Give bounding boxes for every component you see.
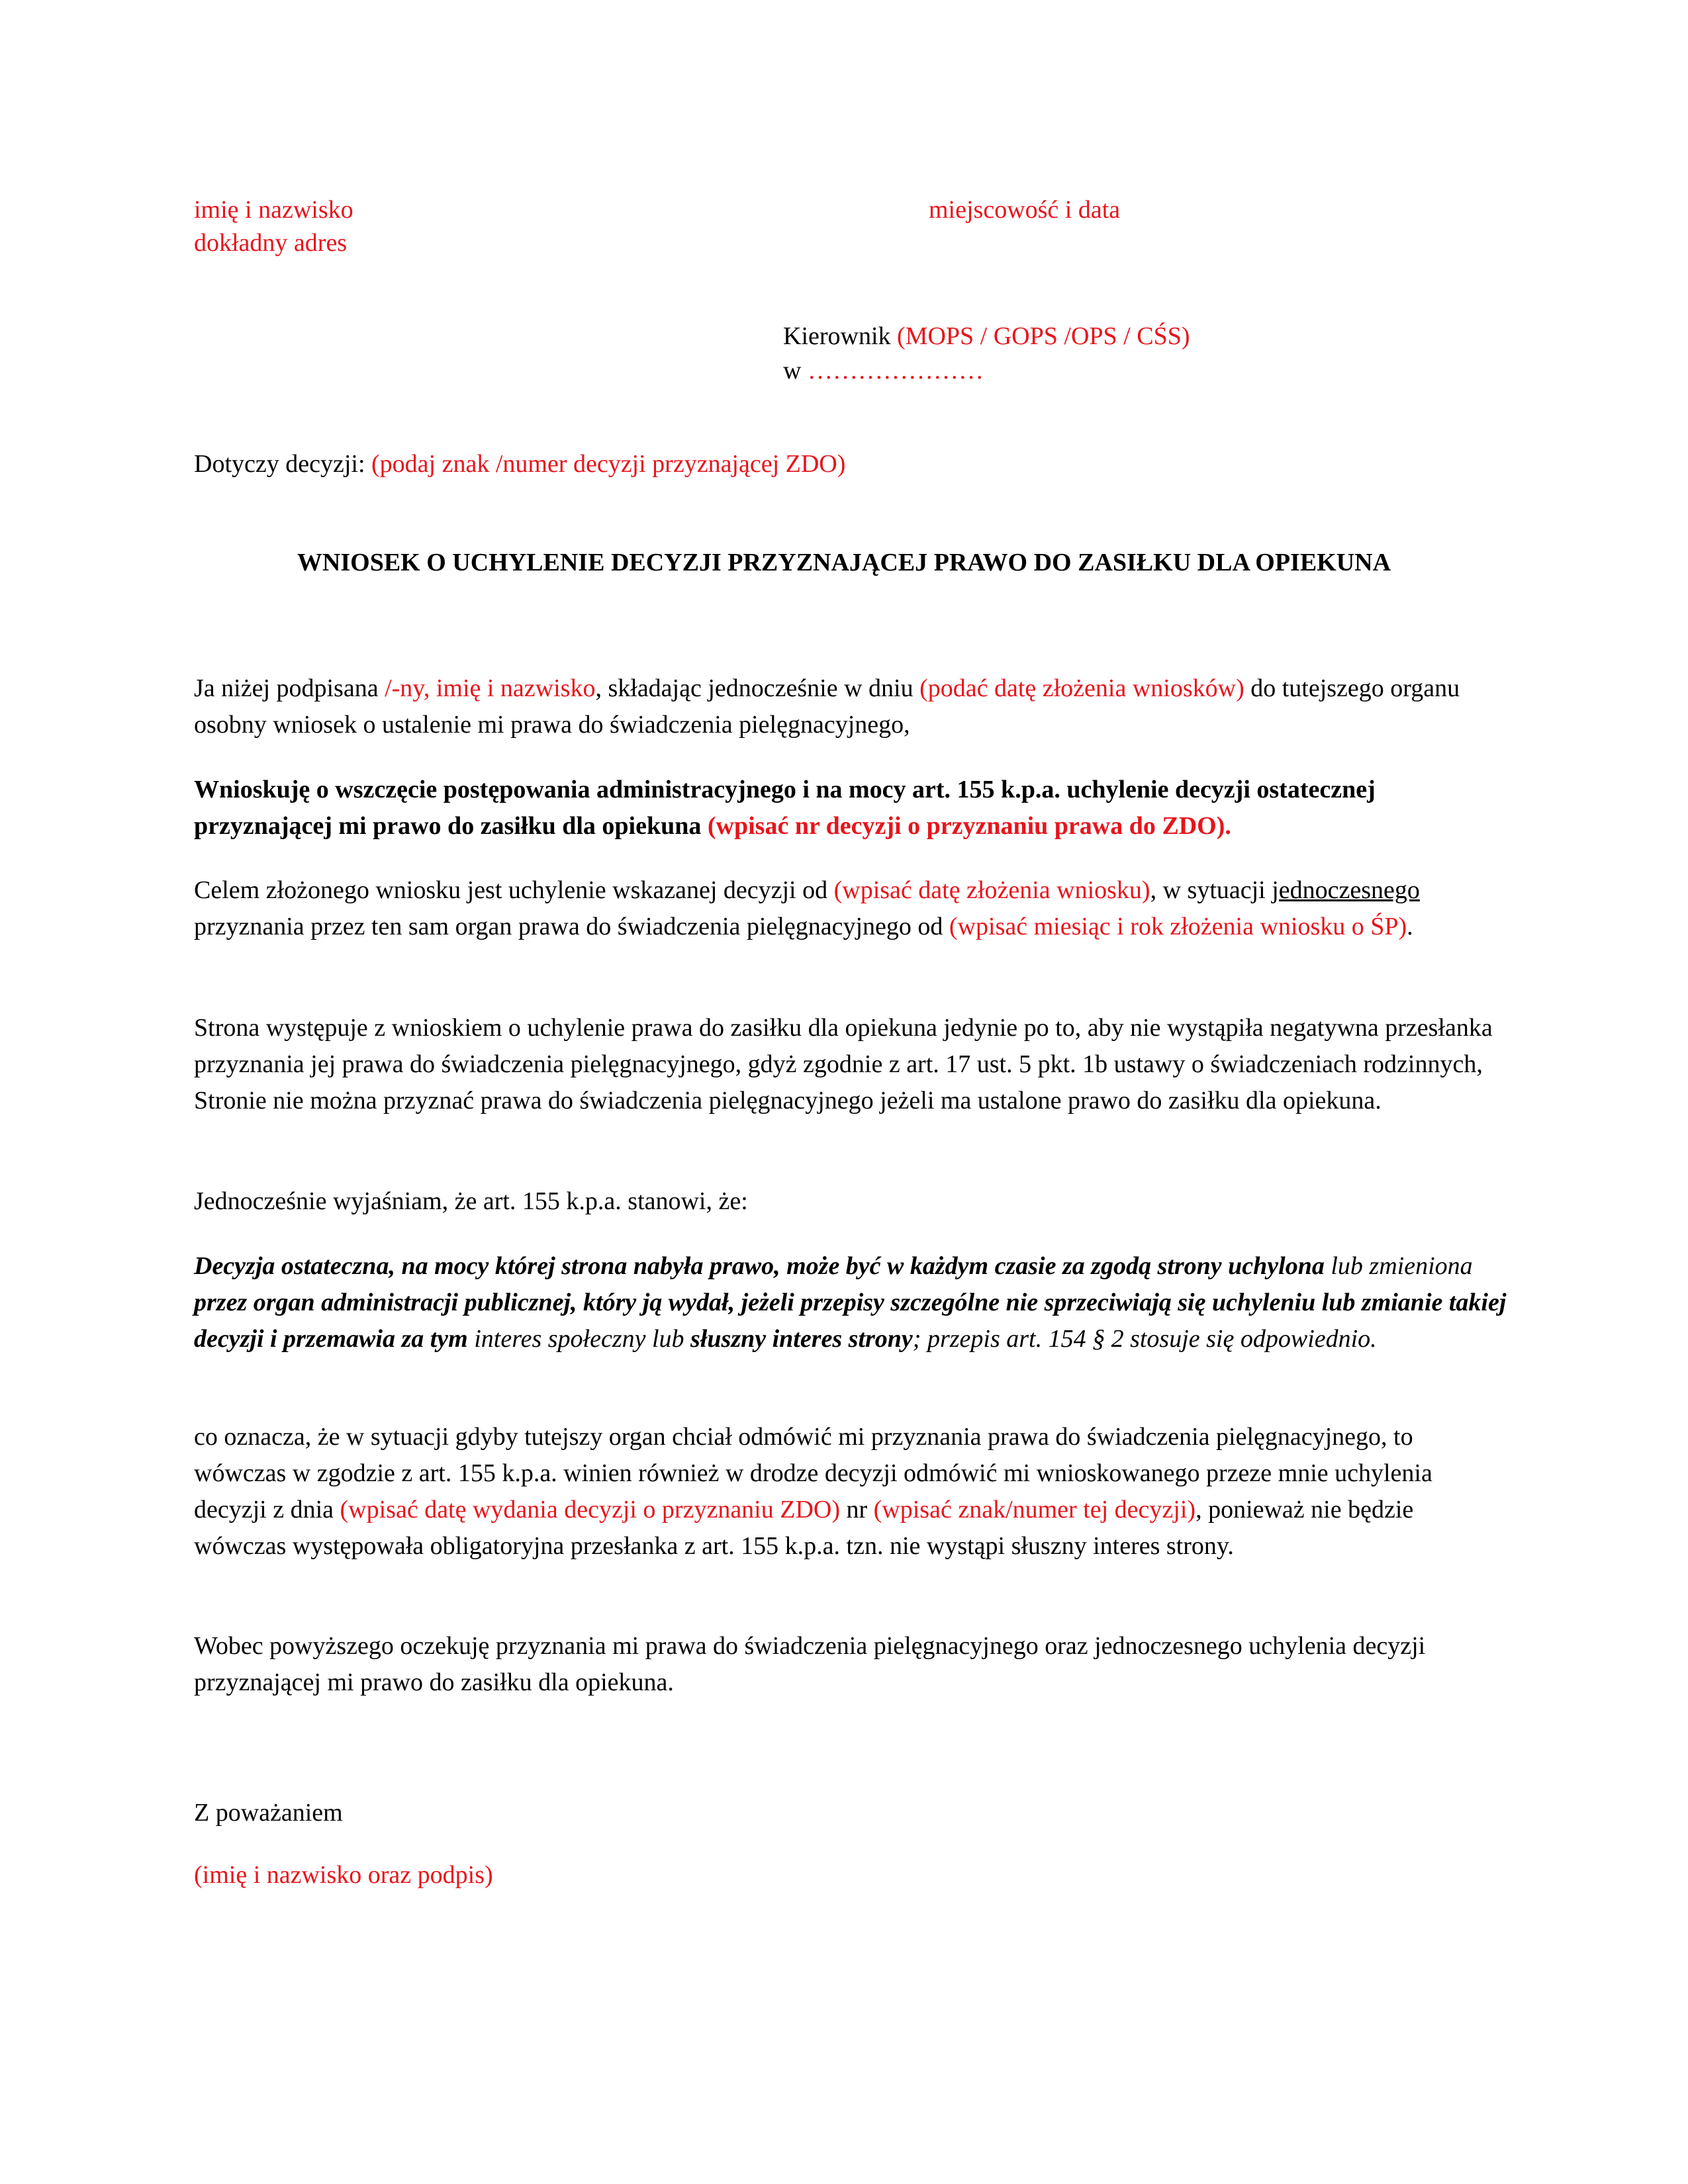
sender-address-placeholder: dokładny adres [194, 229, 348, 257]
document-title: WNIOSEK O UCHYLENIE DECYZJI PRZYZNAJĄCEJ PRAWO DO ZASIŁKU DLA OPIEKUNA [297, 549, 1391, 576]
legal-quote [194, 1248, 1511, 1357]
paragraph-explanation: Jednocześnie wyjaśniam, że art. 155 k.p.a. stanowi, że: [194, 1187, 748, 1215]
paragraph-reason: Strona występuje z wnioskiem o uchylenie prawa do zasiłku dla opiekuna jedynie po to, aby nie wystąpiła negatywna przesłanka przyznania jej prawa do świadczenia pielęgnacyjnego, gdyż zgodnie z art. 17 ust. 5 pkt. 1b ustawy o świadczeniach rodzinnych, Stronie nie można przyznać prawa do świadczenia pielęgnacyjnego jeżeli ma ustalone prawo do zasiłku dla opiekuna. [194, 1014, 1493, 1115]
para6-text-2: nr [840, 1496, 874, 1524]
addressee-city-placeholder: ………………… [807, 357, 984, 385]
para1-date-placeholder: (podać datę złożenia wniosków) [919, 674, 1244, 702]
para1-text-2: , składając jednocześnie w dniu [595, 674, 920, 702]
para1-text-1: Ja niżej podpisana [194, 674, 385, 702]
para1-text-3: do tutejszego organu osobny wniosek o ustalenie mi prawa do świadczenia pielęgnacyjnego, [194, 674, 1460, 739]
quote-italic-3: ; przepis art. 154 § 2 stosuje się odpowiednio. [912, 1325, 1377, 1353]
subject-label: Dotyczy decyzji: [194, 450, 372, 478]
paragraph-consequence [194, 1419, 1511, 1565]
subject-line [194, 446, 845, 482]
para2-text: Wnioskuję o wszczęcie postępowania administracyjnego i na mocy art. 155 k.p.a. uchylenie decyzji ostatecznej przyznającej mi prawo do zasiłku dla opiekuna [194, 776, 1376, 840]
place-date-placeholder: miejscowość i data [929, 196, 1121, 224]
para3-underlined-word: jednoczesnego [1272, 876, 1420, 904]
paragraph-conclusion: Wobec powyższego oczekuję przyznania mi prawa do świadczenia pielęgnacyjnego oraz jednoczesnego uchylenia decyzji przyznającej mi prawo do zasiłku dla opiekuna. [194, 1632, 1426, 1696]
quote-bold-1: Decyzja ostateczna, na mocy której strona nabyła prawo, może być w każdym czasie za zgodą strony uchylona [194, 1252, 1325, 1280]
para2-decision-placeholder: (wpisać nr decyzji o przyznaniu prawa do ZDO). [707, 812, 1231, 840]
signature-placeholder: (imię i nazwisko oraz podpis) [194, 1861, 493, 1889]
para6-date-placeholder: (wpisać datę wydania decyzji o przyznaniu ZDO) [340, 1496, 840, 1524]
quote-italic-2: interes społeczny lub [467, 1325, 691, 1353]
subject-placeholder: (podaj znak /numer decyzji przyznającej ZDO) [371, 450, 846, 478]
para6-number-placeholder: (wpisać znak/numer tej decyzji) [873, 1496, 1196, 1524]
paragraph-intro [194, 670, 1511, 743]
addressee-city-prefix: w [783, 357, 808, 385]
para3-text-2: , w sytuacji [1150, 876, 1272, 904]
para3-date-placeholder: (wpisać datę złożenia wniosku) [833, 876, 1150, 904]
para3-text-4: . [1407, 913, 1413, 940]
para3-text-1: Celem złożonego wniosku jest uchylenie wskazanej decyzji od [194, 876, 834, 904]
para6-text-3: , ponieważ nie będzie wówczas występowała obligatoryjna przesłanka z art. 155 k.p.a. tzn. nie wystąpi słuszny interes strony. [194, 1496, 1414, 1560]
para3-text-3: przyznania przez ten sam organ prawa do świadczenia pielęgnacyjnego od [194, 913, 949, 940]
para6-text-1: co oznacza, że w sytuacji gdyby tutejszy organ chciał odmówić mi przyznania prawa do świadczenia pielęgnacyjnego, to wówczas w zgodzie z art. 155 k.p.a. winien również w drodze decyzji odmówić mi wnioskowanego przeze mnie uchylenia decyzji z dnia [194, 1423, 1432, 1524]
quote-bold-3: słuszny interes strony [690, 1325, 913, 1353]
para1-name-placeholder: /-ny, imię i nazwisko [385, 674, 596, 702]
quote-bold-2: przez organ administracji publicznej, który ją wydał, jeżeli przepisy szczególne nie sprzeciwiają się uchyleniu lub zmianie takiej decyzji i przemawia za tym [194, 1289, 1507, 1353]
addressee-line-2 [783, 353, 984, 389]
para3-month-placeholder: (wpisać miesiąc i rok złożenia wniosku o ŚP) [949, 913, 1407, 940]
addressee-line-1 [783, 318, 1190, 355]
sender-name-placeholder: imię i nazwisko [194, 196, 353, 224]
paragraph-request [194, 772, 1511, 844]
addressee-prefix: Kierownik [783, 322, 898, 350]
addressee-office-placeholder: (MOPS / GOPS /OPS / CŚS) [897, 322, 1190, 350]
paragraph-purpose [194, 872, 1511, 945]
closing-greeting: Z poważaniem [194, 1799, 343, 1827]
quote-italic-1: lub zmieniona [1324, 1252, 1473, 1280]
